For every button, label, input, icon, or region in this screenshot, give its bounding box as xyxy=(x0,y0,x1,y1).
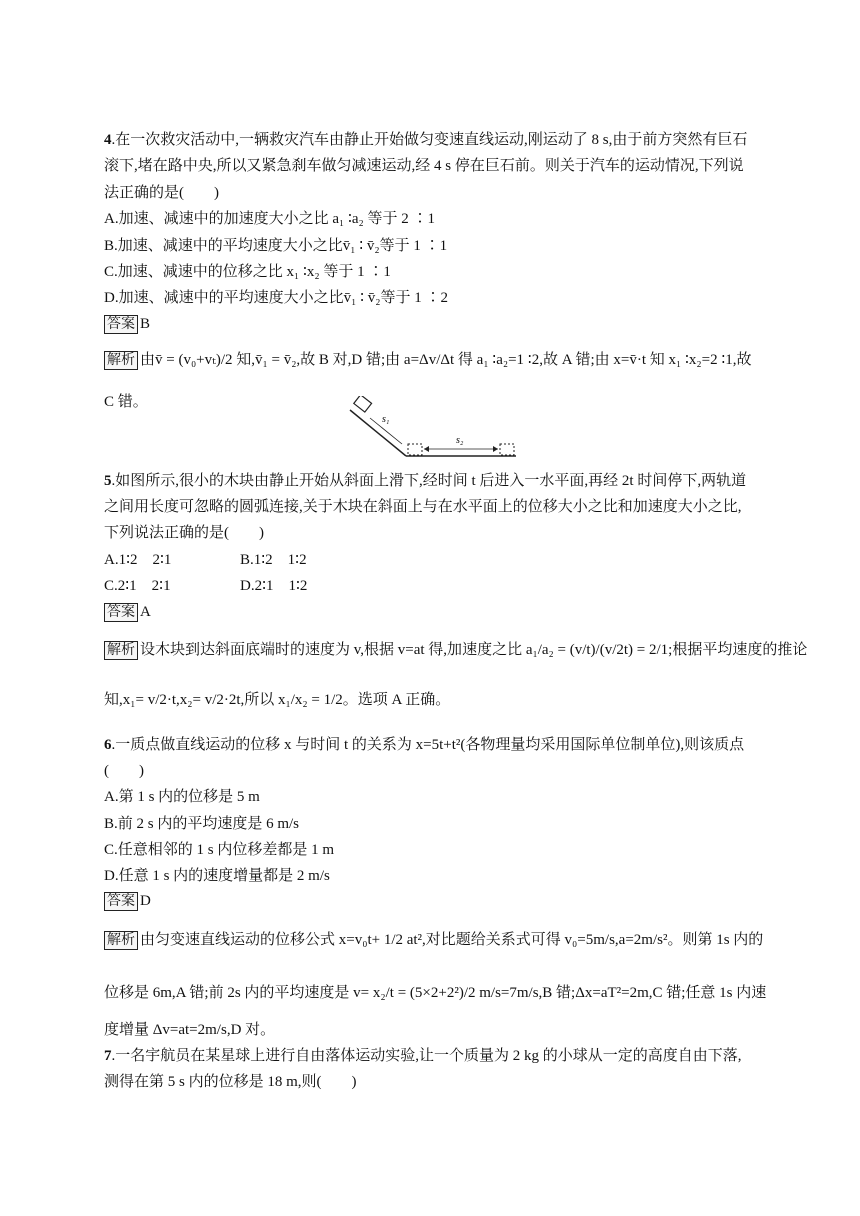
q4-stem-line-3: 法正确的是( ) xyxy=(104,185,219,201)
q6-number: 6 xyxy=(104,737,112,753)
q6-answer xyxy=(104,891,151,911)
answer-tag: 答案 xyxy=(104,603,138,622)
q6-analysis-line-2: 位移是 6m,A 错;前 2s 内的平均速度是 v= x₂/t = (5×2+2²)/2 m/s=7m/s,B 错;Δx=aT²=2m,C 错;任意 1s 内速 xyxy=(104,985,767,1001)
q7-stem-line-2: 测得在第 5 s 内的位移是 18 m,则( ) xyxy=(104,1074,357,1090)
q5-stem-line-3: 下列说法正确的是( ) xyxy=(104,525,264,541)
q5-number: 5 xyxy=(104,473,112,489)
answer-value: B xyxy=(140,316,151,332)
analysis-tag: 解析 xyxy=(104,641,138,660)
block-on-incline xyxy=(354,396,372,412)
q6-stem-line-1: 6.一质点做直线运动的位移 x 与时间 t 的关系为 x=5t+t²(各物理量均采用国际单位制单位),则该质点 xyxy=(104,737,745,753)
q6-option-a: A.第 1 s 内的位移是 5 m xyxy=(104,789,260,805)
answer-value: D xyxy=(140,893,151,909)
q6-option-b: B.前 2 s 内的平均速度是 6 m/s xyxy=(104,816,300,832)
q5-option-b: B.1∶2 1∶2 xyxy=(240,552,307,568)
q6-option-d: D.任意 1 s 内的速度增量都是 2 m/s xyxy=(104,868,330,884)
q5-option-d: D.2∶1 1∶2 xyxy=(240,578,308,594)
analysis-tag: 解析 xyxy=(104,351,138,370)
s2-label: s₂ xyxy=(456,435,464,446)
q6-analysis-line-3: 度增量 Δv=at=2m/s,D 对。 xyxy=(104,1022,276,1038)
q4-number: 4 xyxy=(104,132,112,148)
q6-stem-line-2: ( ) xyxy=(104,763,144,779)
answer-tag: 答案 xyxy=(104,315,138,334)
q4-analysis-line-1: 解析 由v̄ = (v₀+vₜ)/2 知,v̄₁ = v̄₂,故 B 对,D 错;由 a=Δv/Δt 得 a₁ ∶a₂=1 ∶2,故 A 错;由 x=v̄·t 知 x₁ ∶x₂=2 ∶1,故 xyxy=(104,350,752,370)
q4-option-b: B.加速、减速中的平均速度大小之比v̄₁ ∶ v̄₂等于 1 ∶1 xyxy=(104,238,448,254)
q5-answer xyxy=(104,602,151,622)
q4-option-a: A.加速、减速中的加速度大小之比 a₁ ∶a₂ 等于 2 ∶1 xyxy=(104,211,436,227)
s1-label: s₁ xyxy=(382,414,390,425)
block-end-marker xyxy=(500,444,514,455)
q4-answer xyxy=(104,314,150,334)
q5-option-c: C.2∶1 2∶1 xyxy=(104,578,171,594)
q7-stem-line-1: 7.一名宇航员在某星球上进行自由落体运动实验,让一个质量为 2 kg 的小球从一定的高度自由下落, xyxy=(104,1048,742,1064)
analysis-tag: 解析 xyxy=(104,931,138,950)
block-start-marker xyxy=(408,444,422,455)
q4-analysis-line-2: C 错。 xyxy=(104,394,148,410)
s2-arrowhead-left xyxy=(424,446,429,452)
q5-option-a: A.1∶2 2∶1 xyxy=(104,552,172,568)
q4-option-d: D.加速、减速中的平均速度大小之比v̄₁ ∶ v̄₂等于 1 ∶2 xyxy=(104,290,448,306)
q5-analysis-line-2: 知,x₁= v/2·t,x₂= v/2·2t,所以 x₁/x₂ = 1/2。选项 A 正确。 xyxy=(104,692,451,708)
answer-value: A xyxy=(140,604,151,620)
s2-arrowhead-right xyxy=(493,446,498,452)
q6-option-c: C.任意相邻的 1 s 内位移差都是 1 m xyxy=(104,842,335,858)
q4-stem-line-1: 4.在一次救灾活动中,一辆救灾汽车由静止开始做匀变速直线运动,刚运动了 8 s,由于前方突然有巨石 xyxy=(104,132,748,148)
incline-diagram xyxy=(344,396,520,460)
q7-number: 7 xyxy=(104,1048,112,1064)
answer-tag: 答案 xyxy=(104,892,138,911)
q5-analysis-line-1: 解析 设木块到达斜面底端时的速度为 v,根据 v=at 得,加速度之比 a₁/a₂ = (v/t)/(v/2t) = 2/1;根据平均速度的推论 xyxy=(104,640,807,660)
q4-option-c: C.加速、减速中的位移之比 x₁ ∶x₂ 等于 1 ∶1 xyxy=(104,264,391,280)
q5-stem-line-2: 之间用长度可忽略的圆弧连接,关于木块在斜面上与在水平面上的位移大小之比和加速度大小之比, xyxy=(104,499,742,515)
q6-analysis-line-1: 解析 由匀变速直线运动的位移公式 x=v₀t+ 1/2 at²,对比题给关系式可得 v₀=5m/s,a=2m/s²。则第 1s 内的 xyxy=(104,930,763,950)
q5-stem-line-1: 5.如图所示,很小的木块由静止开始从斜面上滑下,经时间 t 后进入一水平面,再经 2t 时间停下,两轨道 xyxy=(104,473,747,489)
incline-surface xyxy=(350,410,406,456)
q4-stem-line-2: 滚下,堵在路中央,所以又紧急刹车做匀减速运动,经 4 s 停在巨石前。则关于汽车的运动情况,下列说 xyxy=(104,158,744,174)
